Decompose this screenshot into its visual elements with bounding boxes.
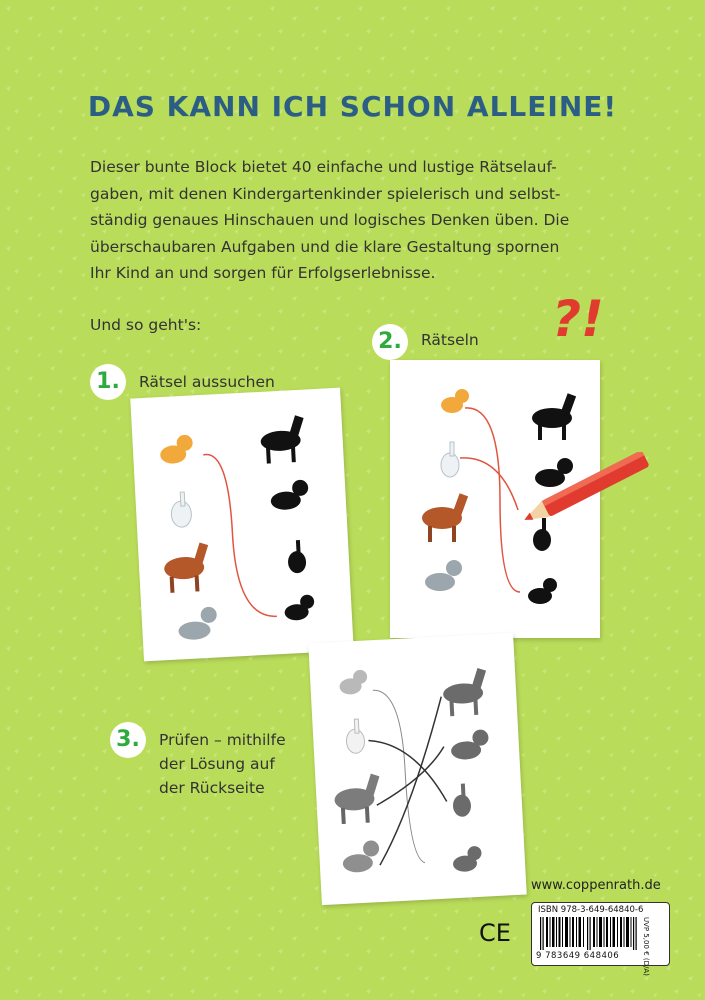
step-3-label (159, 728, 286, 800)
barcode-icon (540, 917, 644, 950)
solution-card (308, 633, 526, 905)
horse-icon (422, 493, 468, 542)
cat-icon (441, 389, 469, 413)
step-3-label-line: der Lösung auf (159, 755, 275, 773)
publisher-website: www.coppenrath.de (531, 878, 661, 893)
puzzle-card-1 (130, 388, 353, 662)
horse-silhouette-icon (259, 415, 306, 464)
barcode-box (531, 902, 670, 976)
intro-text (90, 154, 630, 287)
step-3-label-line: Prüfen – mithilfe (159, 731, 286, 749)
intro-line: Ihr Kind an und sorgen für Erfolgserlebnisse. (90, 264, 436, 282)
goose-silhouette-icon (287, 540, 307, 574)
goose-icon (345, 719, 365, 754)
barcode-digits: 9 783649 648406 (536, 951, 620, 961)
dog-silhouette-icon (270, 479, 309, 510)
step-2-label: Rätseln (421, 331, 479, 349)
step-3-badge: 3. (110, 722, 146, 758)
price-text: UVP 5,00 € (D/A) (642, 917, 650, 976)
cat-silhouette-icon (528, 578, 557, 604)
intro-line: überschaubaren Aufgaben und die klare Gestaltung spornen (90, 237, 560, 256)
dog-silhouette-icon (450, 729, 489, 760)
goose-icon (170, 492, 192, 528)
question-exclamation-icon: ?! (552, 290, 604, 348)
intro-line: gaben, mit denen Kindergartenkinder spielerisch und selbst- (90, 184, 561, 203)
solution-card-drawing (308, 633, 526, 905)
horse-silhouette-icon (532, 393, 576, 440)
howto-heading: Und so geht's: (90, 316, 202, 334)
page-title: DAS KANN ICH SCHON ALLEINE! (87, 90, 618, 123)
horse-icon (163, 542, 211, 593)
intro-line: ständig genaues Hinschauen und logisches Denken üben. Die (90, 211, 570, 229)
goose-silhouette-icon (452, 783, 472, 817)
intro-line: Dieser bunte Block bietet 40 einfache und lustige Rätselauf- (90, 158, 557, 176)
cat-icon (339, 670, 368, 695)
ce-mark: CE (479, 919, 511, 947)
step-1-label: Rätsel aussuchen (139, 373, 275, 391)
pencil-icon (515, 452, 655, 527)
step-2-badge: 2. (372, 324, 408, 360)
dog-icon (342, 840, 381, 873)
cat-silhouette-icon (284, 594, 315, 621)
dog-icon (425, 560, 462, 591)
horse-silhouette-icon (442, 668, 489, 717)
dog-icon (177, 606, 218, 640)
puzzle-card-1-drawing (130, 388, 353, 662)
cat-silhouette-icon (452, 846, 482, 872)
isbn-text: ISBN 978-3-649-64840-6 (538, 905, 644, 915)
cat-icon (159, 434, 193, 464)
step-3-label-line: der Rückseite (159, 779, 265, 797)
goose-icon (441, 442, 459, 477)
step-1-badge: 1. (90, 364, 126, 400)
horse-icon (333, 773, 382, 824)
